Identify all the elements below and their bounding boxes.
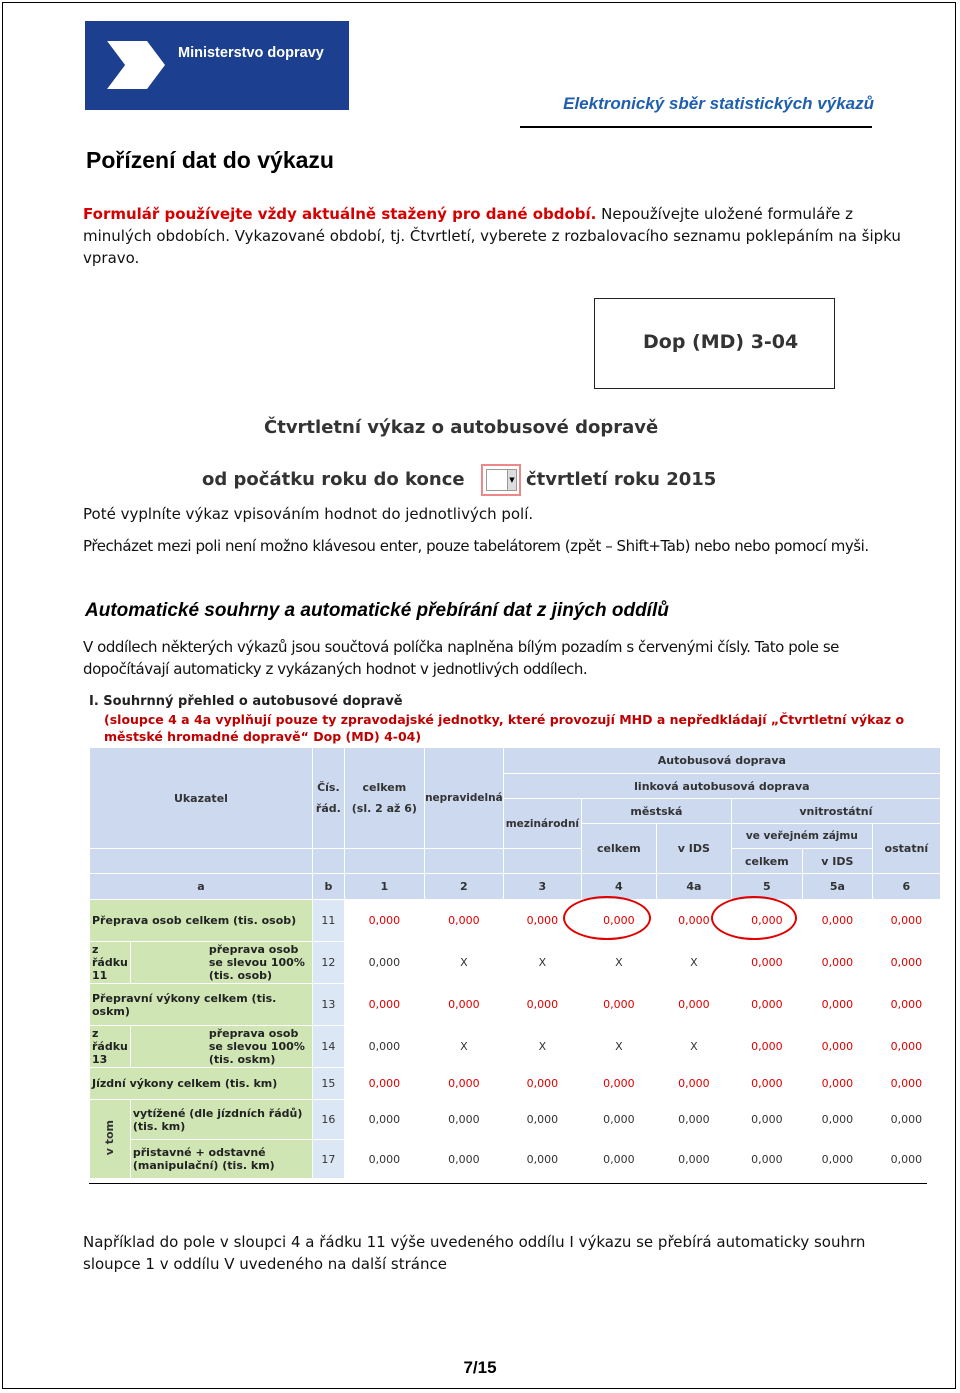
table-section-title: I. Souhrnný přehled o autobusové dopravě [89,694,403,709]
hdr-m-vids: v IDS [656,824,731,874]
value-cell[interactable]: 0,000 [656,1068,731,1100]
hdr-filler-b [312,849,344,874]
page-heading: Pořízení dat do výkazu [86,147,334,173]
intro-rest: Nepoužívejte uložené formuláře z minulých obdobích. Vykazované období, tj. Čtvrtletí, vyberete z rozbalovacího seznamu poklepáním na šipku vpravo. [83,205,901,267]
value-cell[interactable]: 0,000 [802,1140,872,1179]
value-cell[interactable]: 0,000 [731,1026,802,1068]
row-label: přeprava osob se slevou 100% (tis. oskm) [130,1026,312,1068]
value-cell[interactable]: 0,000 [656,984,731,1026]
row-group-label: z řádku 11 [90,942,131,984]
row-number: 15 [312,1068,344,1100]
col-letter: 4a [656,874,731,900]
value-cell[interactable]: 0,000 [581,1140,656,1179]
value-cell[interactable]: 0,000 [503,1068,581,1100]
chevron-down-icon[interactable]: ▼ [507,469,517,491]
hdr-filler-d [424,849,503,874]
vtom-label: v tom [103,1119,117,1156]
value-cell[interactable]: 0,000 [802,1068,872,1100]
value-cell[interactable]: 0,000 [344,942,424,984]
value-cell[interactable]: 0,000 [424,1100,503,1140]
value-cell[interactable]: 0,000 [872,900,940,942]
value-cell[interactable]: 0,000 [872,1100,940,1140]
hdr-mestska: městská [581,799,731,824]
value-cell[interactable]: X [503,942,581,984]
row-number: 12 [312,942,344,984]
row-number: 14 [312,1026,344,1068]
hdr-ukazatel: Ukazatel [90,748,313,849]
value-cell[interactable]: X [424,942,503,984]
hdr-m-celkem: celkem [581,824,656,874]
value-cell[interactable]: X [581,942,656,984]
value-cell[interactable]: 0,000 [656,1100,731,1140]
value-cell[interactable]: 0,000 [731,1068,802,1100]
table-section-note: (sloupce 4 a 4a vyplňují pouze ty zpravodajské jednotky, které provozují MHD a nepředkládají „Čtvrtletní výkaz o městské hromadné dopravě“ Dop (MD) 4-04) [104,712,905,744]
table-row [90,900,941,942]
table-body [90,900,941,1179]
fill-paragraph: Poté vyplníte výkaz vpisováním hodnot do jednotlivých polí. [83,505,534,523]
row-label: Přeprava osob celkem (tis. osob) [90,900,313,942]
value-cell[interactable]: 0,000 [344,900,424,942]
value-cell[interactable]: 0,000 [731,1140,802,1179]
page-number: 7/15 [463,1358,497,1377]
hdr-celkem-2: (sl. 2 až 6) [351,802,417,815]
value-cell[interactable]: X [656,942,731,984]
row-label: vytížené (dle jízdních řádů) (tis. km) [130,1100,312,1140]
value-cell[interactable]: 0,000 [731,900,802,942]
value-cell[interactable]: 0,000 [802,900,872,942]
intro-paragraph [83,203,915,269]
value-cell[interactable]: 0,000 [656,1140,731,1179]
hdr-v-celkem: celkem [731,849,802,874]
value-cell[interactable]: 0,000 [581,1100,656,1140]
value-cell[interactable]: 0,000 [424,984,503,1026]
quarter-dropdown[interactable] [481,464,521,496]
highlight-circle-col4 [563,896,651,940]
hdr-celkem-1: celkem [362,781,407,794]
hdr-filler-a [90,849,313,874]
nav-paragraph: Přecházet mezi poli není možno klávesou enter, pouze tabelátorem (zpět – Shift+Tab) nebo nebo pomocí myši. [83,537,869,555]
value-cell[interactable]: 0,000 [344,1026,424,1068]
value-cell[interactable]: 0,000 [802,1026,872,1068]
row-label: přistavné + odstavné (manipulační) (tis. km) [130,1140,312,1179]
value-cell[interactable]: 0,000 [344,984,424,1026]
value-cell[interactable]: 0,000 [344,1140,424,1179]
col-letter: b [312,874,344,900]
logo-text: Ministerstvo dopravy [178,45,324,61]
row-label: Jízdní výkony celkem (tis. km) [90,1068,313,1100]
hdr-filler-e [503,849,581,874]
hdr-verejny: ve veřejném zájmu [731,824,872,849]
row-number: 16 [312,1100,344,1140]
period-label-right: čtvrtletí roku 2015 [526,469,717,490]
value-cell[interactable]: 0,000 [872,942,940,984]
row-group-label: z řádku 13 [90,1026,131,1068]
value-cell[interactable]: X [581,1026,656,1068]
value-cell[interactable]: 0,000 [344,1100,424,1140]
value-cell[interactable]: 0,000 [581,900,656,942]
row-label: přeprava osob se slevou 100% (tis. osob) [130,942,312,984]
value-cell[interactable]: 0,000 [731,1100,802,1140]
hdr-cis-1: Čís. [317,781,340,794]
col-letter: 6 [872,874,940,900]
value-cell[interactable]: 0,000 [802,1100,872,1140]
example-paragraph: Například do pole v sloupci 4 a řádku 11 výše uvedeného oddílu I výkazu se přebírá automaticky souhrn sloupce 1 v oddílu V uvedeného na další stránce [83,1233,866,1273]
hdr-vnitrostatni: vnitrostátní [731,799,940,824]
value-cell[interactable]: 0,000 [802,942,872,984]
col-letter: 2 [424,874,503,900]
hdr-mezinarodni: mezinárodní [503,799,581,849]
hdr-linkova: linková autobusová doprava [503,774,940,799]
value-cell[interactable]: 0,000 [503,1100,581,1140]
value-cell[interactable]: 0,000 [872,984,940,1026]
row-label: Přepravní výkony celkem (tis. oskm) [90,984,313,1026]
hdr-filler-c [344,849,424,874]
hdr-nepravidelna: nepravidelná [424,748,503,849]
section-heading: Automatické souhrny a automatické přebírání dat z jiných oddílů [85,600,669,621]
col-letter: 4 [581,874,656,900]
col-letter: 5a [802,874,872,900]
table-row [90,984,941,1026]
value-cell[interactable]: 0,000 [503,984,581,1026]
hdr-cis-2: řád. [315,802,341,815]
col-letter: a [90,874,313,900]
table-row [90,942,941,984]
value-cell[interactable]: 0,000 [503,900,581,942]
form-title: Čtvrtletní výkaz o autobusové dopravě [264,417,659,438]
header-title: Elektronický sběr statistických výkazů [563,94,874,113]
value-cell[interactable]: X [656,1026,731,1068]
value-cell[interactable]: X [424,1026,503,1068]
ministry-logo [85,21,349,110]
quarter-dropdown-field[interactable] [486,469,508,491]
value-cell[interactable]: 0,000 [344,1068,424,1100]
highlight-circle-col5 [711,896,797,940]
header-rule [520,126,872,128]
row-number: 13 [312,984,344,1026]
table-row [90,1100,941,1140]
col-letter: 3 [503,874,581,900]
value-cell[interactable]: 0,000 [424,1068,503,1100]
value-cell[interactable]: 0,000 [581,1068,656,1100]
value-cell[interactable]: 0,000 [731,984,802,1026]
row-group-vtom [90,1100,131,1179]
hdr-celkem [344,748,424,849]
summary-table [89,747,941,1179]
col-letter: 1 [344,874,424,900]
value-cell[interactable]: 0,000 [872,1026,940,1068]
table-row [90,1140,941,1179]
value-cell[interactable]: 0,000 [581,984,656,1026]
col-letter: 5 [731,874,802,900]
table-bottom-rule [89,1183,927,1184]
value-cell[interactable]: 0,000 [731,942,802,984]
table-row [90,1026,941,1068]
value-cell[interactable]: 0,000 [872,1140,940,1179]
form-code: Dop (MD) 3-04 [643,331,799,353]
row-number: 17 [312,1140,344,1179]
value-cell[interactable]: 0,000 [872,1068,940,1100]
value-cell[interactable]: 0,000 [424,1140,503,1179]
period-label-left: od počátku roku do konce [202,469,465,490]
hdr-ostatni: ostatní [872,824,940,874]
value-cell[interactable]: 0,000 [656,900,731,942]
logo-arrow-icon [85,21,180,110]
hdr-cis [312,748,344,849]
auto-paragraph: V oddílech některých výkazů jsou součtová políčka naplněna bílým pozadím s červenými čísly. Tato pole se dopočítávají automaticky z vykázaných hodnot v jednotlivých oddílech. [83,638,839,678]
row-number: 11 [312,900,344,942]
value-cell[interactable]: X [503,1026,581,1068]
intro-warning: Formulář používejte vždy aktuálně stažený pro dané období. [83,205,597,223]
value-cell[interactable]: 0,000 [424,900,503,942]
hdr-autobusova: Autobusová doprava [503,748,940,774]
table-row [90,1068,941,1100]
value-cell[interactable]: 0,000 [802,984,872,1026]
value-cell[interactable]: 0,000 [503,1140,581,1179]
hdr-v-vids: v IDS [802,849,872,874]
